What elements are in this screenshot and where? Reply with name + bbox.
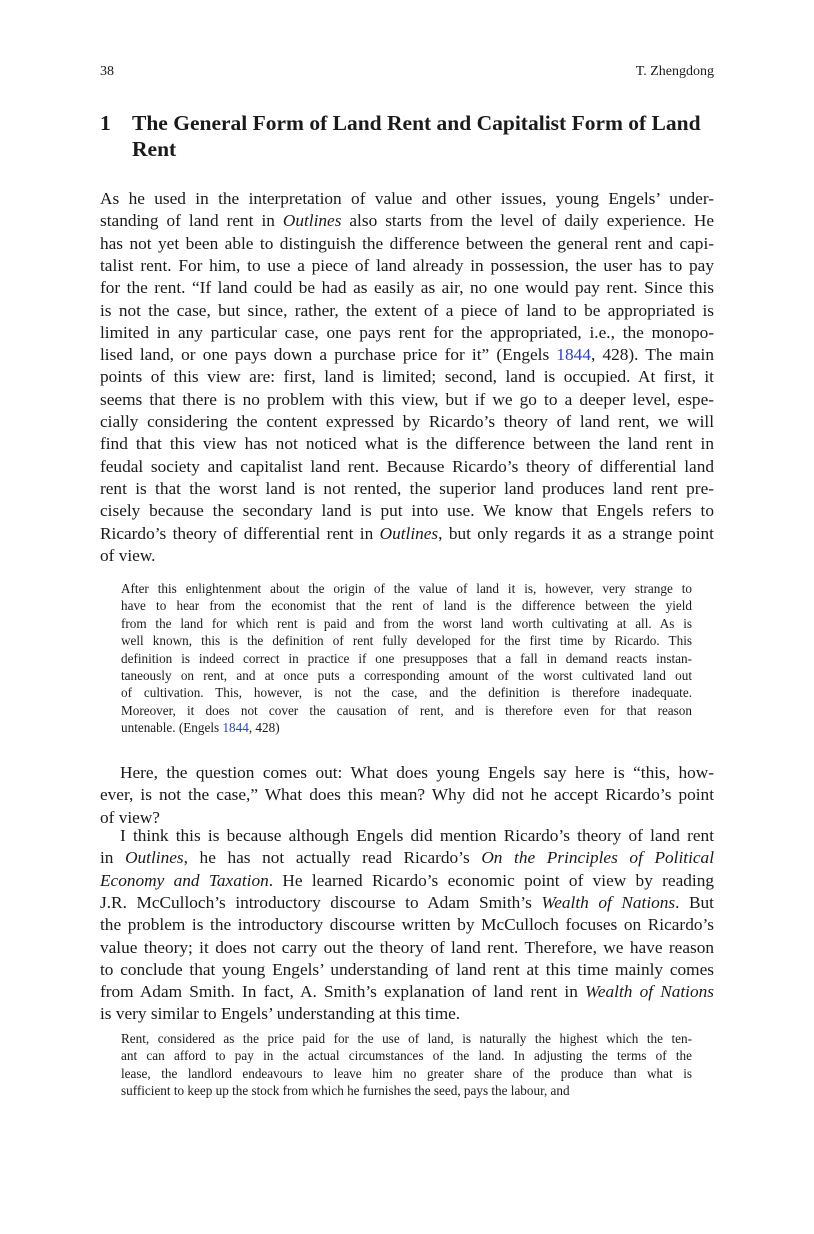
- text-run: . He learned Ricardo’s economic point of view by reading: [268, 870, 714, 890]
- text-run: seems that there is no problem with this view, but if we go to a deeper level, espe-: [100, 389, 714, 409]
- text-line: [100, 959, 714, 981]
- quote-line: [121, 684, 692, 701]
- text-run: Ricardo’s theory of differential rent in: [100, 523, 380, 543]
- italic-title: Wealth of Nations: [585, 982, 714, 1002]
- text-run: talist rent. For him, to use a piece of land already in possession, the user has to pay: [100, 255, 714, 275]
- running-head: [100, 64, 714, 84]
- text-run: limited in any particular case, one pays rent for the appropriated, i.e., the monopo-: [100, 322, 714, 342]
- text-line: [100, 914, 714, 936]
- text-line: [100, 478, 714, 500]
- page-number: 38: [100, 64, 114, 79]
- text-line: [100, 411, 714, 433]
- text-run: from Adam Smith. In fact, A. Smith’s explanation of land rent in: [100, 982, 586, 1002]
- text-run: Here, the question comes out: What does young Engels say here is “this, how-: [120, 763, 714, 782]
- text-run: of cultivation. This, however, is not the case, and the definition is therefore inadequate.: [121, 685, 692, 701]
- text-line: [100, 344, 714, 366]
- running-head-author: T. Zhengdong: [635, 64, 714, 79]
- quote-line: [121, 702, 692, 719]
- text-run: standing of land rent in: [100, 211, 283, 231]
- text-line: [100, 981, 714, 1003]
- text-run: , 428). The main: [590, 345, 714, 365]
- text-line: [100, 784, 714, 806]
- text-run: , 428): [248, 720, 280, 736]
- text-run: ant can afford to pay in the actual circumstances of the land. In adjusting the terms of the: [121, 1048, 692, 1064]
- quote-line: [121, 632, 692, 649]
- text-run: untenable. (Engels: [121, 720, 223, 736]
- text-run: find that this view has not noticed what is the difference between the land rent in: [100, 434, 714, 454]
- text-line: [100, 523, 714, 545]
- quote-line: [121, 667, 692, 684]
- italic-title: Outlines: [125, 848, 184, 868]
- text-line: [100, 870, 714, 892]
- text-run: of view?: [100, 807, 160, 827]
- text-line: [100, 937, 714, 959]
- text-run: is not the case, but since, rather, the extent of a piece of land to be appropriated is: [100, 300, 714, 320]
- text-run: in: [100, 848, 126, 868]
- text-line: [100, 892, 714, 914]
- text-run: feudal society and capitalist land rent. Because Ricardo’s theory of differential land: [100, 456, 714, 476]
- text-run: As he used in the interpretation of value and other issues, young Engels’ under-: [100, 189, 714, 208]
- text-run: After this enlightenment about the origin of the value of land it is, however, very strange to: [121, 581, 692, 596]
- text-run: lease, the landlord endeavours to leave him no greater share of the produce than what is: [121, 1065, 692, 1081]
- section-title: The General Form of Land Rent and Capitalist Form of Land Rent: [132, 111, 701, 161]
- text-run: have to hear from the economist that the rent of land is the difference between the yield: [121, 598, 692, 614]
- text-line: [100, 456, 714, 478]
- text-run: cially considering the content expressed by Ricardo’s theory of land rent, we will: [100, 412, 714, 431]
- text-line: [100, 389, 714, 411]
- text-line: [120, 825, 714, 847]
- text-line: [100, 545, 714, 567]
- quote-line: [121, 719, 692, 736]
- italic-title: Economy and Taxation: [100, 870, 269, 890]
- text-run: rent is that the worst land is not rented, the superior land produces land rent pre-: [100, 478, 714, 498]
- text-run: has not yet been able to distinguish the difference between the general rent and capi-: [100, 233, 714, 253]
- text-run: Moreover, it does not cover the causation of rent, and is therefore even for that reason: [121, 702, 692, 718]
- text-run: taneously on rent, and at once puts a corresponding amount of the worst cultivated land out: [121, 668, 692, 683]
- text-run: , but only regards it as a strange point: [438, 523, 714, 543]
- italic-title: Outlines: [379, 523, 439, 543]
- quote-line: [121, 580, 692, 597]
- text-run: definition is indeed correct in practice if one presupposes that a fall in demand reacts instan-: [121, 650, 692, 666]
- text-line: [100, 277, 714, 299]
- quote-line: [121, 1030, 692, 1047]
- quote-line: [121, 1082, 692, 1099]
- italic-title: Outlines: [282, 211, 342, 231]
- text-run: to conclude that young Engels’ understanding of land rent at this time mainly comes: [100, 959, 714, 979]
- text-line: [100, 500, 714, 522]
- text-run: points of this view are: first, land is limited; second, land is occupied. At first, it: [100, 367, 714, 387]
- text-run: Rent, considered as the price paid for the use of land, is naturally the highest which the ten-: [121, 1031, 692, 1046]
- quote-line: [121, 1065, 692, 1082]
- text-run: value theory; it does not carry out the theory of land rent. Therefore, we have reason: [100, 937, 714, 957]
- text-run: , he has not actually read Ricardo’s: [183, 848, 482, 868]
- text-run: J.R. McCulloch’s introductory discourse to Adam Smith’s: [100, 892, 542, 912]
- italic-title: Wealth of Nations: [541, 892, 676, 912]
- text-line: [120, 762, 714, 784]
- text-line: [100, 255, 714, 277]
- text-line: [100, 210, 714, 232]
- text-run: of view.: [100, 545, 156, 565]
- text-line: [100, 433, 714, 455]
- text-run: the problem is the introductory discourse written by McCulloch focuses on Ricardo’s: [100, 915, 714, 935]
- text-line: [100, 300, 714, 322]
- text-run: well known, this is the definition of rent fully developed for the first time by Ricardo. This: [121, 633, 692, 649]
- text-run: ever, is not the case,” What does this mean? Why did not he accept Ricardo’s point: [100, 785, 714, 805]
- italic-title: On the Principles of Political: [481, 848, 714, 868]
- quote-line: [121, 650, 692, 667]
- quote-line: [121, 1047, 692, 1064]
- text-line: [100, 1003, 714, 1025]
- quote-line: [121, 597, 692, 614]
- text-run: is very similar to Engels’ understanding at this time.: [100, 1004, 461, 1024]
- text-run: sufficient to keep up the stock from which he furnishes the seed, pays the labour, and: [121, 1083, 570, 1099]
- text-run: . But: [675, 892, 714, 912]
- text-run: from the land for which rent is paid and from the worst land worth cultivating at all. As is: [121, 615, 692, 631]
- text-line: [100, 322, 714, 344]
- text-line: [100, 366, 714, 388]
- citation-year-link[interactable]: 1844: [222, 720, 249, 736]
- text-line: [100, 847, 714, 869]
- section-number: 1: [100, 111, 111, 135]
- text-run: I think this is because although Engels did mention Ricardo’s theory of land rent: [120, 826, 714, 845]
- text-run: cisely because the secondary land is put into use. We know that Engels refers to: [100, 501, 714, 521]
- text-run: also starts from the level of daily experience. He: [341, 211, 714, 231]
- text-run: lised land, or one pays down a purchase price for it” (Engels: [100, 345, 557, 365]
- text-line: [100, 233, 714, 255]
- text-line: [100, 188, 714, 210]
- citation-year-link[interactable]: 1844: [556, 345, 591, 365]
- quote-line: [121, 615, 692, 632]
- text-run: for the rent. “If land could be had as easily as air, no one would pay rent. Since this: [100, 278, 714, 298]
